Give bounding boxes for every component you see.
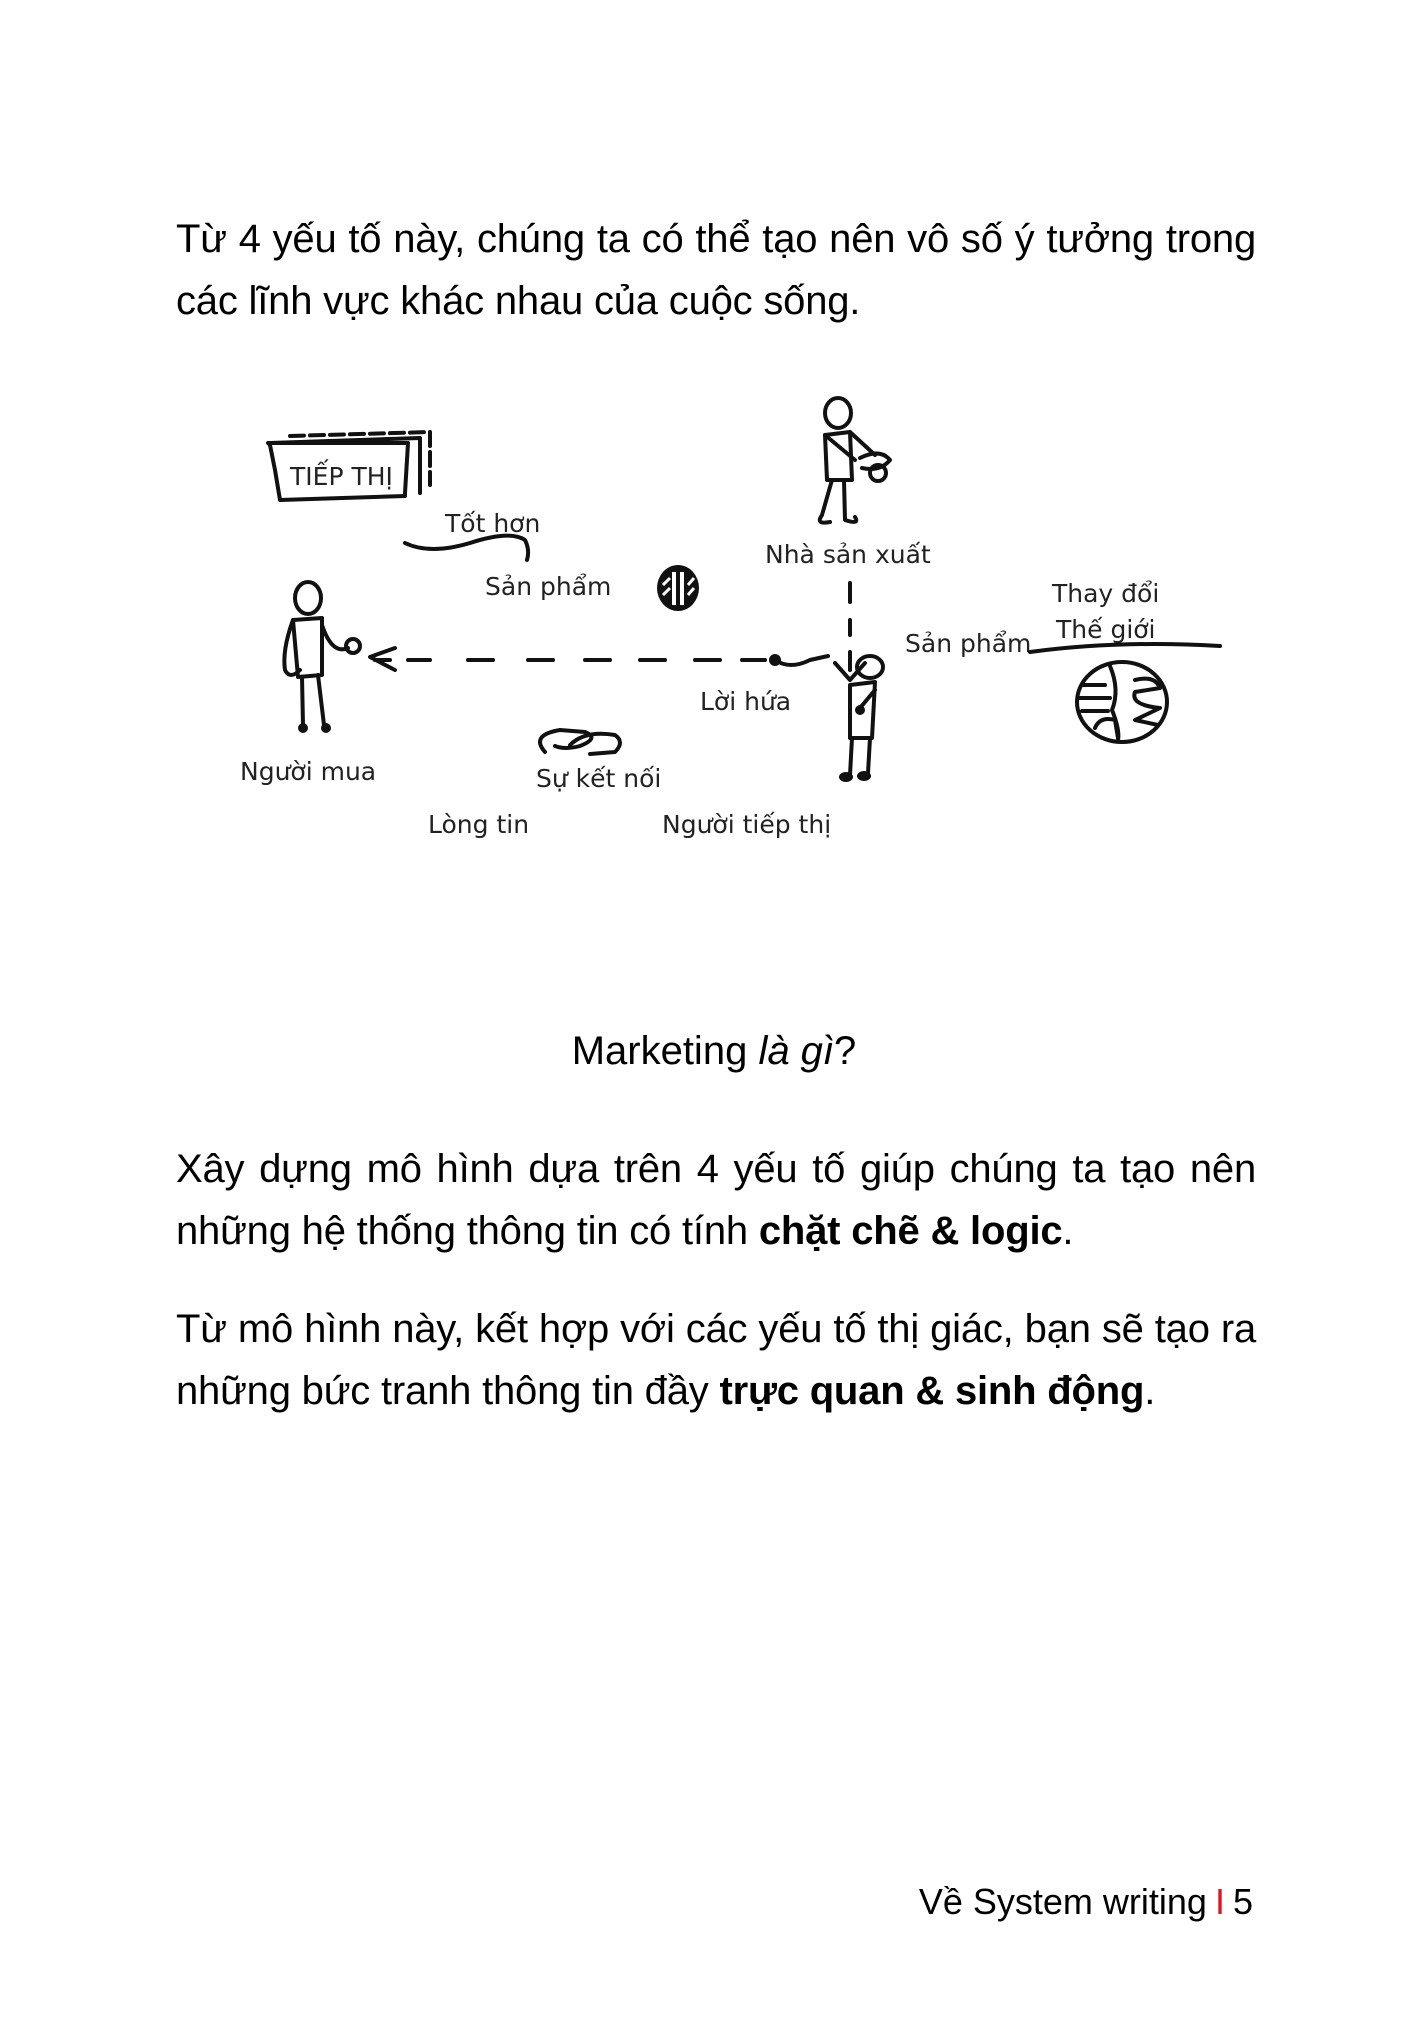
product-icon bbox=[657, 565, 699, 611]
footer-separator: I bbox=[1214, 1881, 1225, 1922]
page-number: 5 bbox=[1232, 1881, 1253, 1922]
footer-title: Về System writing bbox=[918, 1881, 1207, 1922]
visual-suffix: . bbox=[1144, 1369, 1156, 1413]
marketing-illustration bbox=[230, 380, 1250, 1000]
change-underline bbox=[1030, 644, 1220, 652]
model-emphasis: chặt chẽ & logic bbox=[758, 1209, 1063, 1253]
intro-paragraph: Từ 4 yếu tố này, chúng ta có thể tạo nên vô số ý tưởng trong các lĩnh vực khác nhau của cuộc sống. bbox=[176, 217, 1256, 323]
page-footer bbox=[919, 1880, 1253, 1924]
buyer-label: Người mua bbox=[240, 757, 377, 786]
banner-sign bbox=[268, 432, 430, 500]
promise-label: Lời hứa bbox=[700, 687, 792, 716]
caption-prefix: Marketing bbox=[571, 1029, 759, 1073]
product-down-label: Sản phẩm bbox=[905, 629, 1032, 658]
buyer-figure bbox=[284, 582, 360, 733]
producer-figure bbox=[820, 398, 890, 523]
marketer-figure bbox=[769, 654, 883, 782]
connection-label: Sự kết nối bbox=[536, 764, 662, 793]
better-label: Tốt hơn bbox=[445, 509, 541, 538]
change-label-line2: Thế giới bbox=[1056, 615, 1156, 644]
marketer-label: Người tiếp thị bbox=[662, 810, 832, 839]
product-mid-label: Sản phẩm bbox=[485, 572, 612, 601]
caption-italic: là gì bbox=[758, 1029, 835, 1073]
globe-icon bbox=[1077, 662, 1167, 742]
trust-label: Lòng tin bbox=[428, 810, 530, 839]
marketer-to-buyer-arrow bbox=[370, 648, 765, 670]
producer-label: Nhà sản xuất bbox=[765, 540, 931, 569]
model-text: Xây dựng mô hình dựa trên 4 yếu tố giúp chúng ta tạo nên những hệ thống thông tin có tính bbox=[176, 1147, 1256, 1253]
producer-to-marketer-arrow bbox=[835, 583, 865, 680]
model-paragraph bbox=[176, 1138, 1256, 1262]
figure-caption bbox=[0, 1020, 1428, 1082]
chain-link-icon bbox=[540, 730, 620, 754]
change-label-line1: Thay đổi bbox=[1052, 579, 1160, 608]
banner-label: TIẾP THỊ bbox=[290, 462, 393, 491]
caption-suffix: ? bbox=[834, 1029, 857, 1073]
visual-emphasis: trực quan & sinh động bbox=[719, 1369, 1145, 1413]
visual-text: Từ mô hình này, kết hợp với các yếu tố thị giác, bạn sẽ tạo ra những bức tranh thông tin đầy bbox=[176, 1307, 1256, 1413]
visual-paragraph bbox=[176, 1298, 1256, 1422]
model-suffix: . bbox=[1062, 1209, 1074, 1253]
better-curve bbox=[405, 536, 528, 560]
